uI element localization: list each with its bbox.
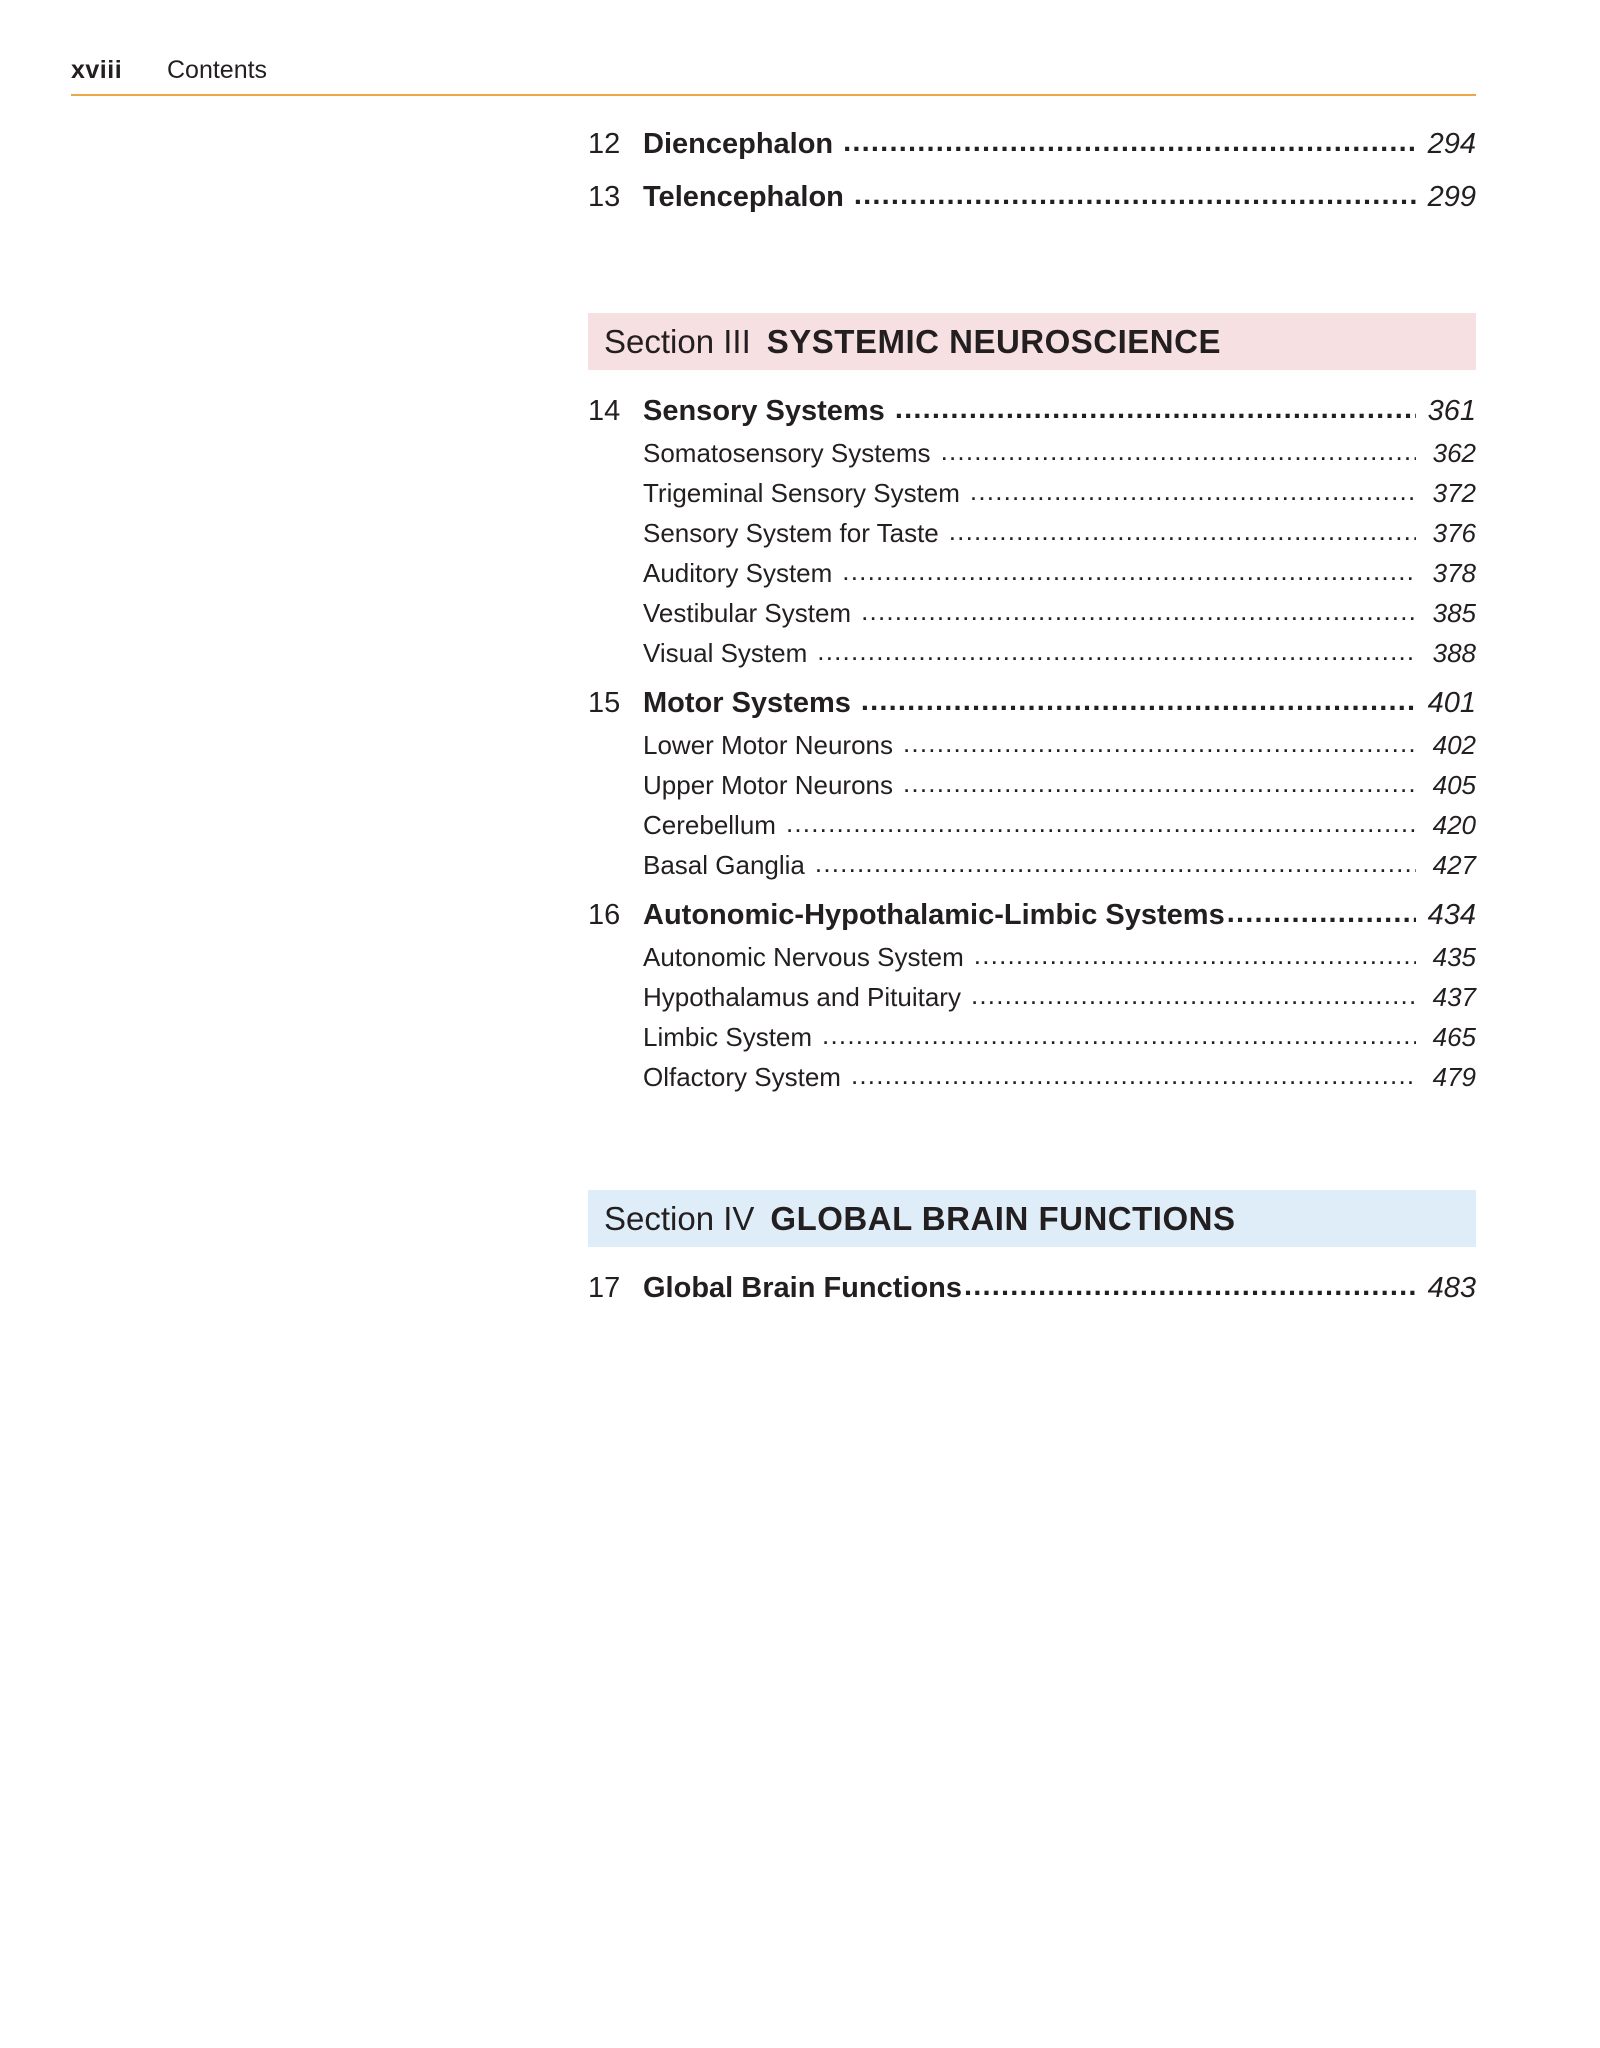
chapter-number: 12	[588, 128, 621, 160]
toc-chapter-14[interactable]	[588, 395, 1476, 435]
chapter-title: Global Brain Functions	[643, 1272, 963, 1304]
dot-leader	[815, 848, 1416, 879]
section-label: Section IV	[604, 1199, 755, 1237]
subentry-title: Visual System	[643, 638, 808, 668]
toc-subentry[interactable]	[588, 438, 1476, 474]
dot-leader	[903, 728, 1416, 759]
subentry-title: Somatosensory Systems	[643, 438, 931, 468]
section-name: GLOBAL BRAIN FUNCTIONS	[770, 1199, 1236, 1237]
toc-subentry[interactable]	[588, 478, 1476, 514]
subentry-title: Sensory System for Taste	[643, 518, 939, 548]
toc-chapter-16[interactable]	[588, 899, 1476, 939]
toc-subentry[interactable]	[588, 810, 1476, 846]
dot-leader	[786, 808, 1416, 839]
section-label: Section III	[604, 322, 751, 360]
dot-leader	[1227, 897, 1416, 930]
page-number: xviii	[71, 56, 123, 84]
toc-subentry[interactable]	[588, 558, 1476, 594]
subentry-title: Upper Motor Neurons	[643, 770, 893, 800]
toc-chapter-12[interactable]	[588, 128, 1476, 168]
chapter-number: 17	[588, 1272, 621, 1304]
running-head: Contents	[167, 56, 268, 84]
subentry-page: 427	[1432, 850, 1476, 880]
toc-subentry[interactable]	[588, 1062, 1476, 1098]
toc-chapter-17[interactable]	[588, 1272, 1476, 1312]
toc-subentry[interactable]	[588, 1022, 1476, 1058]
chapter-title: Diencephalon	[643, 128, 834, 160]
chapter-page: 299	[1427, 181, 1476, 213]
subentry-page: 388	[1432, 638, 1476, 668]
subentry-page: 402	[1432, 730, 1476, 760]
chapter-page: 434	[1427, 899, 1476, 931]
subentry-page: 385	[1432, 598, 1476, 628]
toc-subentry[interactable]	[588, 598, 1476, 634]
section-3-heading	[588, 313, 1476, 370]
dot-leader	[949, 516, 1416, 547]
dot-leader	[941, 436, 1416, 467]
chapter-number: 15	[588, 687, 621, 719]
subentry-title: Lower Motor Neurons	[643, 730, 893, 760]
toc-chapter-13[interactable]	[588, 181, 1476, 221]
toc-subentry[interactable]	[588, 850, 1476, 886]
dot-leader	[822, 1020, 1416, 1051]
dot-leader	[964, 1270, 1416, 1303]
dot-leader	[817, 636, 1416, 667]
subentry-page: 378	[1432, 558, 1476, 588]
chapter-page: 361	[1427, 395, 1476, 427]
dot-leader	[851, 1060, 1416, 1091]
dot-leader	[970, 476, 1416, 507]
section-4-heading	[588, 1190, 1476, 1247]
subentry-page: 362	[1432, 438, 1476, 468]
subentry-title: Olfactory System	[643, 1062, 841, 1092]
subentry-page: 376	[1432, 518, 1476, 548]
toc-subentry[interactable]	[588, 942, 1476, 978]
subentry-title: Hypothalamus and Pituitary	[643, 982, 961, 1012]
page-header	[71, 56, 1476, 96]
section-name: SYSTEMIC NEUROSCIENCE	[766, 322, 1221, 360]
chapter-title: Autonomic-Hypothalamic-Limbic Systems	[643, 899, 1225, 931]
dot-leader	[861, 596, 1416, 627]
chapter-number: 13	[588, 181, 621, 213]
chapter-number: 14	[588, 395, 621, 427]
dot-leader	[842, 556, 1416, 587]
dot-leader	[974, 940, 1416, 971]
subentry-page: 372	[1432, 478, 1476, 508]
subentry-title: Vestibular System	[643, 598, 852, 628]
subentry-title: Auditory System	[643, 558, 833, 588]
subentry-title: Limbic System	[643, 1022, 813, 1052]
dot-leader	[971, 980, 1416, 1011]
chapter-title: Motor Systems	[643, 687, 851, 719]
chapter-page: 401	[1427, 687, 1476, 719]
chapter-title: Sensory Systems	[643, 395, 885, 427]
subentry-title: Autonomic Nervous System	[643, 942, 964, 972]
toc-chapter-15[interactable]	[588, 687, 1476, 727]
toc-subentry[interactable]	[588, 730, 1476, 766]
subentry-page: 465	[1432, 1022, 1476, 1052]
toc-subentry[interactable]	[588, 518, 1476, 554]
dot-leader	[895, 393, 1416, 426]
chapter-title: Telencephalon	[643, 181, 844, 213]
dot-leader	[861, 685, 1416, 718]
chapter-page: 483	[1427, 1272, 1476, 1304]
subentry-title: Trigeminal Sensory System	[643, 478, 960, 508]
subentry-page: 437	[1432, 982, 1476, 1012]
subentry-page: 420	[1432, 810, 1476, 840]
chapter-page: 294	[1427, 128, 1476, 160]
dot-leader	[903, 768, 1416, 799]
subentry-page: 435	[1432, 942, 1476, 972]
dot-leader	[854, 179, 1416, 212]
toc-subentry[interactable]	[588, 638, 1476, 674]
toc-subentry[interactable]	[588, 770, 1476, 806]
subentry-title: Basal Ganglia	[643, 850, 805, 880]
chapter-number: 16	[588, 899, 621, 931]
toc-subentry[interactable]	[588, 982, 1476, 1018]
subentry-title: Cerebellum	[643, 810, 776, 840]
subentry-page: 479	[1432, 1062, 1476, 1092]
dot-leader	[843, 126, 1415, 159]
subentry-page: 405	[1432, 770, 1476, 800]
